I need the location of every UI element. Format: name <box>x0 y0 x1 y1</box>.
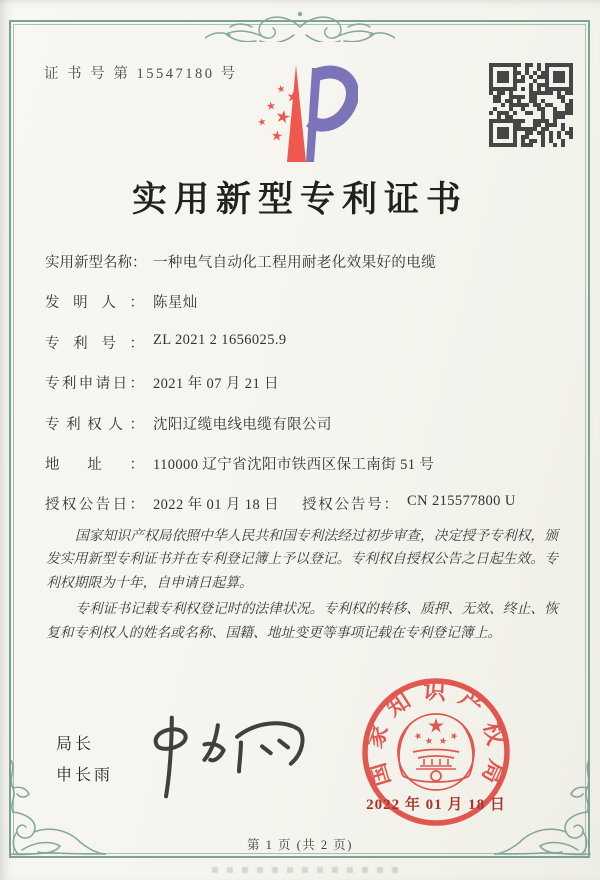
director-handwritten-signature-icon <box>132 708 322 804</box>
cnipa-logo-icon <box>250 62 358 166</box>
top-floral-ornament-icon <box>205 2 395 42</box>
field-row-address <box>45 453 572 493</box>
field-value: 2022 年 01 月 18 日 <box>153 497 280 514</box>
director-title: 局长 <box>56 736 95 753</box>
field-row-patent-no <box>45 332 572 372</box>
field-value: 110000 辽宁省沈阳市铁西区保工南街 51 号 <box>153 456 435 473</box>
field-label: 实用新型名称： <box>45 255 147 271</box>
field-value: 2021 年 07 月 21 日 <box>153 376 280 393</box>
show-through-marks <box>212 867 398 873</box>
page-number: 第 1 页 (共 2 页) <box>247 838 353 852</box>
field-label: 地址： <box>45 456 144 473</box>
field-row-name <box>45 251 572 291</box>
field-label: 专利号： <box>45 335 144 352</box>
field-label: 专利申请日： <box>45 376 144 393</box>
field-list <box>45 251 572 534</box>
field-label: 发明人： <box>45 295 144 312</box>
field-label: 专利权人： <box>45 416 144 433</box>
field-row-patentee <box>45 413 572 453</box>
qr-code <box>489 63 573 147</box>
field-value: 一种电气自动化工程用耐老化效果好的电缆 <box>153 255 437 271</box>
seal-ring-text: 国家知识产权局 <box>361 678 511 798</box>
legal-paragraph-1: 国家知识产权局依照中华人民共和国专利法经过初步审查，决定授予专利权，颁发实用新型专利证书并在专利登记簿上予以登记。专利权自授权公告之日起生效。专利权期限为十年，自申请日起算。 <box>46 528 558 590</box>
director-name: 申长雨 <box>56 767 114 784</box>
field-value: ZL 2021 2 1656025.9 <box>153 331 287 348</box>
legal-text <box>46 524 558 647</box>
legal-paragraph-2: 专利证书记载专利权登记时的法律状况。专利权的转移、质押、无效、终止、恢复和专利权人的姓名或名称、国籍、地址变更等事项记载在专利登记簿上。 <box>46 601 558 640</box>
field-value: CN 215577800 U <box>407 493 516 510</box>
field-grant-number <box>302 493 516 514</box>
field-label: 授权公告日： <box>45 497 144 514</box>
director-block <box>56 729 113 791</box>
svg-text:国家知识产权局 <box>361 678 512 797</box>
field-row-inventor <box>45 291 572 331</box>
field-value: 陈星灿 <box>153 295 198 312</box>
seal-date: 2022 年 01 月 18 日 <box>366 797 506 813</box>
field-label: 授权公告号： <box>302 497 398 514</box>
certificate-title: 实用新型专利证书 <box>131 180 468 219</box>
field-row-filing-date <box>45 372 572 412</box>
field-value: 沈阳辽缆电线电缆有限公司 <box>153 416 332 433</box>
certificate-number: 证 书 号 第 15547180 号 <box>44 66 238 82</box>
